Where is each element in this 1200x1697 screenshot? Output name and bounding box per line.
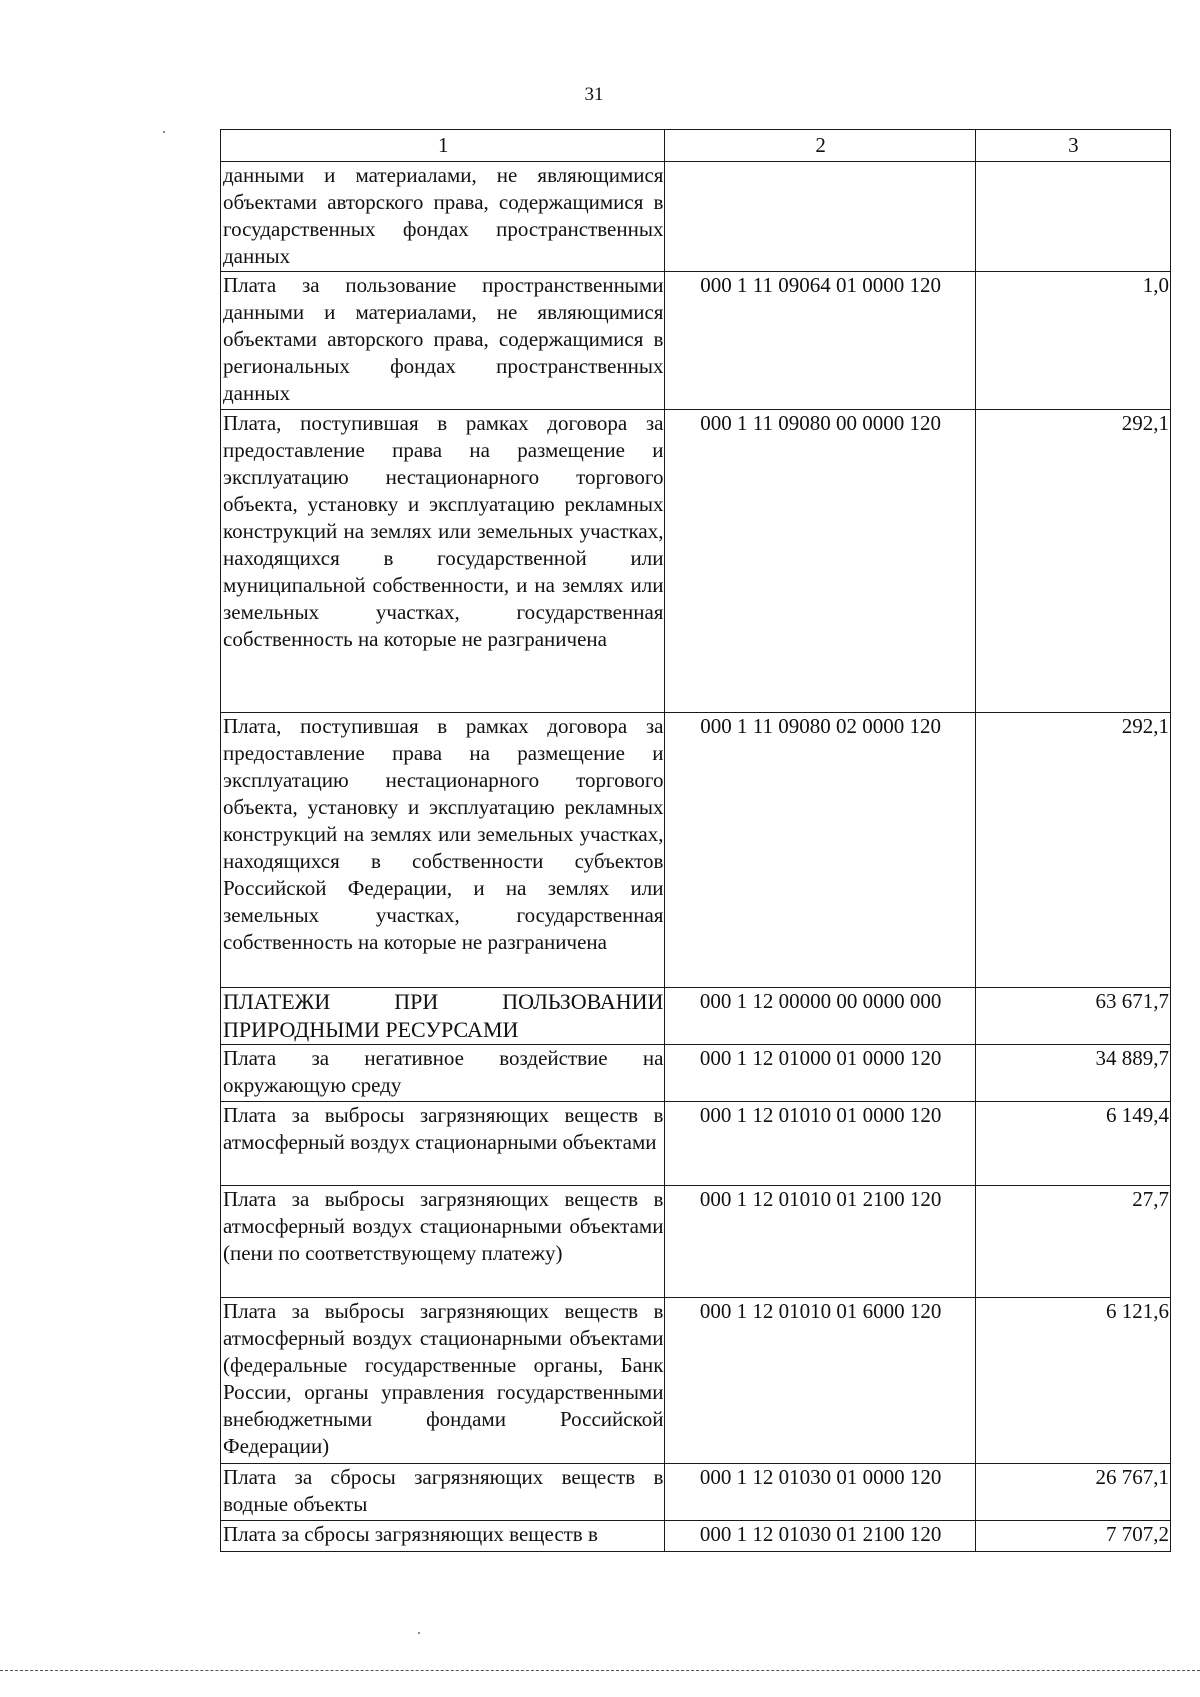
row-code: 000 1 12 01010 01 6000 120	[665, 1298, 975, 1464]
header-col-1: 1	[221, 130, 665, 162]
table-row	[221, 713, 1171, 988]
row-description: Плата за пользование пространственными данными и материалами, не являющимися объектами авторского права, содержащимися в региональных фондах пространственных данных	[221, 272, 665, 410]
table-row	[221, 1521, 1171, 1552]
row-sum: 292,1	[975, 713, 1170, 988]
scan-speck	[418, 1632, 420, 1634]
table-row	[221, 410, 1171, 713]
scan-speck	[163, 131, 165, 133]
row-sum: 1,0	[975, 272, 1170, 410]
row-description: Плата за выбросы загрязняющих веществ в атмосферный воздух стационарными объектами (пени по соответствующему платежу)	[221, 1186, 665, 1298]
table-row	[221, 1102, 1171, 1186]
budget-revenue-table	[220, 129, 1171, 1552]
row-sum: 26 767,1	[975, 1464, 1170, 1521]
row-description: Плата за негативное воздействие на окружающую среду	[221, 1045, 665, 1102]
page-number: 31	[584, 84, 604, 105]
row-description: Плата за сбросы загрязняющих веществ в	[221, 1521, 665, 1552]
row-sum: 27,7	[975, 1186, 1170, 1298]
row-description: Плата за выбросы загрязняющих веществ в атмосферный воздух стационарными объектами (федеральные государственные органы, Банк России, органы управления государственными внебюджетными фондами Российской Федерации)	[221, 1298, 665, 1464]
row-sum: 63 671,7	[975, 988, 1170, 1045]
row-description: Плата, поступившая в рамках договора за предоставление права на размещение и эксплуатацию нестационарного торгового объекта, установку и эксплуатацию рекламных конструкций на землях или земельных участках, находящихся в государственной или муниципальной собственности, и на землях или земельных участках, государственная собственность на которые не разграничена	[221, 410, 665, 713]
row-description: Плата за сбросы загрязняющих веществ в водные объекты	[221, 1464, 665, 1521]
row-code: 000 1 12 01030 01 2100 120	[665, 1521, 975, 1552]
table-row	[221, 1045, 1171, 1102]
row-description: ПЛАТЕЖИ ПРИ ПОЛЬЗОВАНИИ ПРИРОДНЫМИ РЕСУРСАМИ	[221, 988, 665, 1045]
table-row	[221, 988, 1171, 1045]
row-code: 000 1 12 01000 01 0000 120	[665, 1045, 975, 1102]
table-row	[221, 1186, 1171, 1298]
row-code: 000 1 11 09064 01 0000 120	[665, 272, 975, 410]
row-sum	[975, 162, 1170, 272]
scan-edge-rule	[0, 1670, 1200, 1671]
table-row	[221, 1464, 1171, 1521]
table-row	[221, 162, 1171, 272]
row-code	[665, 162, 975, 272]
table-row	[221, 1298, 1171, 1464]
row-sum: 34 889,7	[975, 1045, 1170, 1102]
row-description: Плата, поступившая в рамках договора за предоставление права на размещение и эксплуатацию нестационарного торгового объекта, установку и эксплуатацию рекламных конструкций на землях или земельных участках, находящихся в собственности субъектов Российской Федерации, и на землях или земельных участках, государственная собственность на которые не разграничена	[221, 713, 665, 988]
table-header-row	[221, 130, 1171, 162]
row-description: Плата за выбросы загрязняющих веществ в атмосферный воздух стационарными объектами	[221, 1102, 665, 1186]
row-code: 000 1 12 00000 00 0000 000	[665, 988, 975, 1045]
row-code: 000 1 12 01010 01 0000 120	[665, 1102, 975, 1186]
table-row	[221, 272, 1171, 410]
row-code: 000 1 12 01030 01 0000 120	[665, 1464, 975, 1521]
row-code: 000 1 12 01010 01 2100 120	[665, 1186, 975, 1298]
row-code: 000 1 11 09080 00 0000 120	[665, 410, 975, 713]
row-sum: 6 149,4	[975, 1102, 1170, 1186]
row-code: 000 1 11 09080 02 0000 120	[665, 713, 975, 988]
row-sum: 7 707,2	[975, 1521, 1170, 1552]
row-description: данными и материалами, не являющимися объектами авторского права, содержащимися в государственных фондах пространственных данных	[221, 162, 665, 272]
row-sum: 292,1	[975, 410, 1170, 713]
row-sum: 6 121,6	[975, 1298, 1170, 1464]
header-col-3: 3	[975, 130, 1170, 162]
header-col-2: 2	[665, 130, 975, 162]
